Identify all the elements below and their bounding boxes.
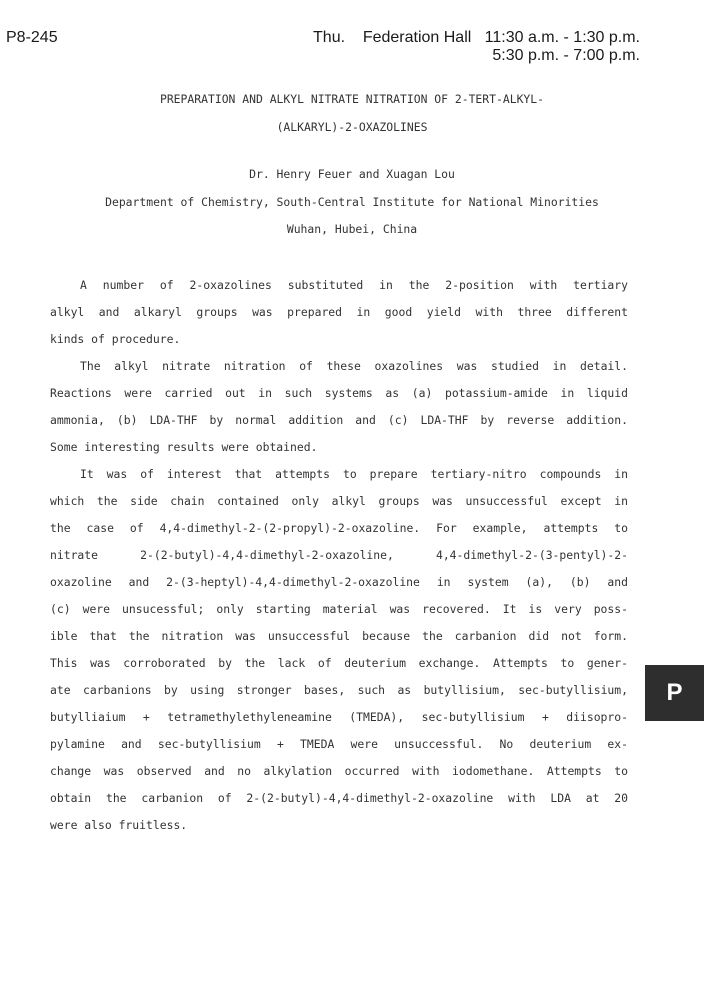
- time-slot-2: 5:30 p.m. - 7:00 p.m.: [492, 47, 640, 64]
- title-line-1: PREPARATION AND ALKYL NITRATE NITRATION OF 2-TERT-ALKYL-: [159, 92, 545, 106]
- text-line: ate carbanions by using stronger bases, such as butyllisium, sec-butyllisium,: [50, 683, 628, 697]
- text-line: ible that the nitration was unsuccessful because the carbanion did not form.: [50, 629, 628, 643]
- affiliation: Department of Chemistry, South-Central Institute for National Minorities: [105, 195, 599, 209]
- text-line: (c) were unsucessful; only starting material was recovered. It is very poss-: [50, 602, 628, 616]
- text-line: obtain the carbanion of 2-(2-butyl)-4,4-dimethyl-2-oxazoline with LDA at 20: [50, 791, 628, 805]
- text-line: pylamine and sec-butyllisium + TMEDA were unsuccessful. No deuterium ex-: [50, 737, 628, 751]
- text-line: A number of 2-oxazolines substituted in the 2-position with tertiary: [80, 278, 628, 292]
- day: Thu.: [313, 29, 346, 46]
- text-line: change was observed and no alkylation occurred with iodomethane. Attempts to: [50, 764, 628, 778]
- text-line: Reactions were carried out in such systems as (a) potassium-amide in liquid: [50, 386, 628, 400]
- text-line: kinds of procedure.: [50, 332, 181, 346]
- schedule-row-1: [288, 29, 640, 47]
- time-slot-1: 11:30 a.m. - 1:30 p.m.: [484, 29, 640, 46]
- venue: Federation Hall: [362, 29, 472, 46]
- text-line: The alkyl nitrate nitration of these oxazolines was studied in detail.: [80, 359, 628, 373]
- section-tab: P: [645, 665, 704, 721]
- text-line: the case of 4,4-dimethyl-2-(2-propyl)-2-oxazoline. For example, attempts to: [50, 521, 628, 535]
- paragraph: [50, 353, 628, 461]
- schedule: [288, 29, 640, 65]
- paragraph: [50, 461, 628, 839]
- text-line: were also fruitless.: [50, 818, 188, 832]
- text-line: ammonia, (b) LDA-THF by normal addition and (c) LDA-THF by reverse addition.: [50, 413, 628, 427]
- text-line: Some interesting results were obtained.: [50, 440, 318, 454]
- authors: Dr. Henry Feuer and Xuagan Lou: [249, 167, 455, 181]
- text-line: which the side chain contained only alkyl groups was unsuccessful except in: [50, 494, 628, 508]
- abstract-body: [50, 272, 628, 839]
- text-line: It was of interest that attempts to prepare tertiary-nitro compounds in: [80, 467, 628, 481]
- text-line: alkyl and alkaryl groups was prepared in good yield with three different: [50, 305, 628, 319]
- title-line-2: (ALKARYL)-2-OXAZOLINES: [276, 120, 428, 134]
- text-line: butylliaium + tetramethylethyleneamine (TMEDA), sec-butyllisium + diisopro-: [50, 710, 628, 724]
- abstract-code: P8-245: [6, 29, 58, 46]
- text-line: This was corroborated by the lack of deuterium exchange. Attempts to gener-: [50, 656, 628, 670]
- location: Wuhan, Hubei, China: [286, 222, 418, 236]
- paragraph: [50, 272, 628, 353]
- text-line: oxazoline and 2-(3-heptyl)-4,4-dimethyl-2-oxazoline in system (a), (b) and: [50, 575, 628, 589]
- text-line: nitrate 2-(2-butyl)-4,4-dimethyl-2-oxazoline, 4,4-dimethyl-2-(3-pentyl)-2-: [50, 548, 628, 562]
